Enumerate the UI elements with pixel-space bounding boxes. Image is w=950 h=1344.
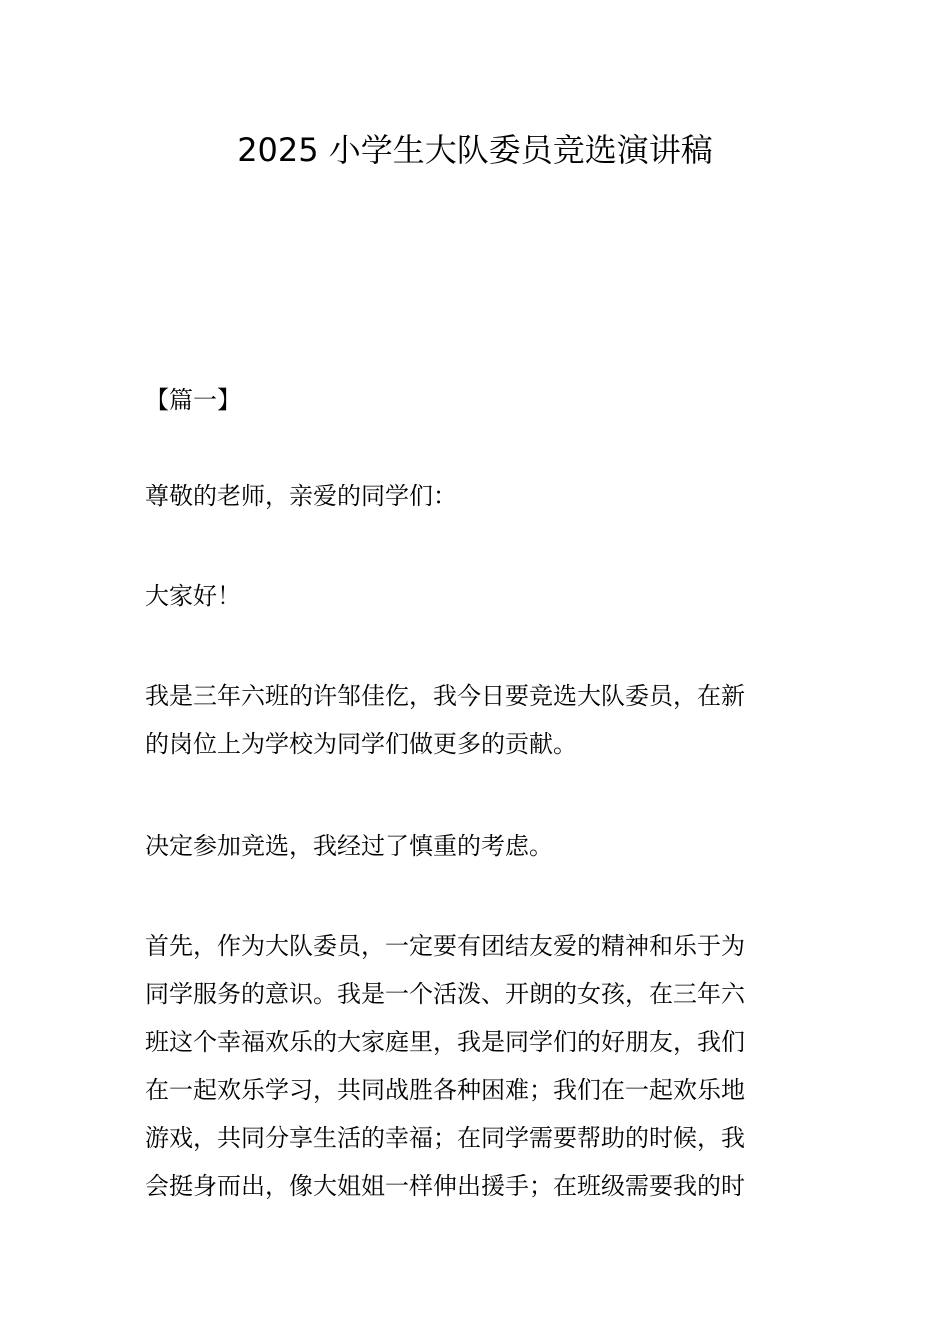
greeting: 大家好！ [145, 582, 241, 610]
paragraph-line: 的岗位上为学校为同学们做更多的贡献。 [145, 730, 577, 758]
paragraph-line: 首先，作为大队委员，一定要有团结友爱的精神和乐于为 [145, 932, 745, 960]
document-title: 2025 小学生大队委员竞选演讲稿 [237, 131, 713, 169]
paragraph-2 [145, 822, 810, 870]
paragraph-line: 决定参加竞选，我经过了慎重的考虑。 [145, 832, 553, 860]
paragraph-line: 游戏，共同分享生活的幸福；在同学需要帮助的时候，我 [145, 1124, 745, 1152]
paragraph-line: 我是三年六班的许邹佳仡，我今日要竞选大队委员，在新 [145, 682, 745, 710]
paragraph-1 [145, 672, 810, 768]
paragraph-line: 同学服务的意识。我是一个活泼、开朗的女孩，在三年六 [145, 980, 745, 1008]
salutation: 尊敬的老师，亲爱的同学们： [145, 482, 457, 510]
paragraph-line: 班这个幸福欢乐的大家庭里，我是同学们的好朋友，我们 [145, 1028, 745, 1056]
paragraph-line: 会挺身而出，像大姐姐一样伸出援手；在班级需要我的时 [145, 1172, 745, 1200]
section-label: 【篇一】 [145, 386, 241, 414]
paragraph-3 [145, 922, 810, 1210]
paragraph-line: 在一起欢乐学习，共同战胜各种困难；我们在一起欢乐地 [145, 1076, 745, 1104]
